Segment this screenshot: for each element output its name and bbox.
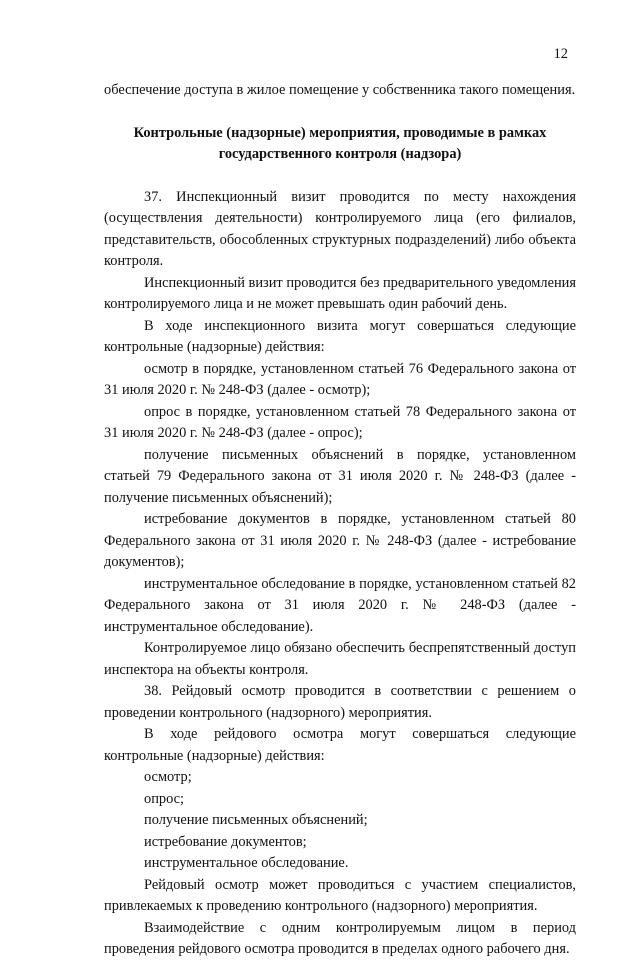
section-heading-line: Контрольные (надзорные) мероприятия, проводимые в рамках: [133, 124, 547, 141]
paragraph: Рейдовый осмотр может проводиться с участием специалистов, привлекаемых к проведению контрольного (надзорного) мероприятия.: [104, 876, 576, 914]
paragraph: Контролируемое лицо обязано обеспечить беспрепятственный доступ инспектора на объекты контроля.: [104, 640, 576, 678]
paragraph: Взаимодействие с одним контролируемым лицом в период проведения рейдового осмотра проводится в пределах одного рабочего дня.: [104, 919, 576, 957]
raid-action-item: инструментальное обследование.: [144, 855, 349, 871]
section-heading: [104, 123, 576, 166]
raid-action-item: получение письменных объяснений;: [144, 812, 368, 828]
paragraph: В ходе рейдового осмотра могут совершаться следующие контрольные (надзорные) действия:: [104, 726, 576, 764]
intro-paragraph: обеспечение доступа в жилое помещение у собственника такого помещения.: [104, 82, 576, 98]
raid-action-item: осмотр;: [144, 769, 192, 785]
raid-action-item: опрос;: [144, 790, 185, 807]
action-item: истребование документов в порядке, установленном статьей 80 Федерального закона от 31 июля 2020 г. № 248-ФЗ (далее - истребование документов);: [104, 511, 576, 570]
action-item: осмотр в порядке, установленном статьей 76 Федерального закона от 31 июля 2020 г. № 248-ФЗ (далее - осмотр);: [104, 360, 576, 398]
action-item: опрос в порядке, установленном статьей 78 Федерального закона от 31 июля 2020 г. № 248-ФЗ (далее - опрос);: [104, 403, 576, 441]
action-item: получение письменных объяснений в порядке, установленном статьей 79 Федерального закона от 31 июля 2020 г. № 248-ФЗ (далее - получение письменных объяснений);: [104, 446, 576, 506]
page-number: 12: [553, 46, 568, 62]
paragraph-37: 37. Инспекционный визит проводится по месту нахождения (осуществления деятельности) контролируемого лица (его филиалов, представительств, обособленных структурных подразделений) либо объекта контроля.: [104, 188, 576, 269]
paragraph-38: 38. Рейдовый осмотр проводится в соответствии с решением о проведении контрольного (надзорного) мероприятия.: [104, 683, 576, 721]
raid-action-item: истребование документов;: [144, 833, 307, 850]
action-item: инструментальное обследование в порядке, установленном статьей 82 Федерального закона от 31 июля 2020 г. № 248-ФЗ (далее - инструментальное обследование).: [104, 575, 576, 635]
paragraph: В ходе инспекционного визита могут совершаться следующие контрольные (надзорные) действия:: [104, 317, 576, 355]
section-heading-line: государственного контроля (надзора): [218, 146, 462, 162]
document-body: [104, 80, 576, 961]
paragraph: Инспекционный визит проводится без предварительного уведомления контролируемого лица и не может превышать один рабочий день.: [104, 274, 576, 312]
